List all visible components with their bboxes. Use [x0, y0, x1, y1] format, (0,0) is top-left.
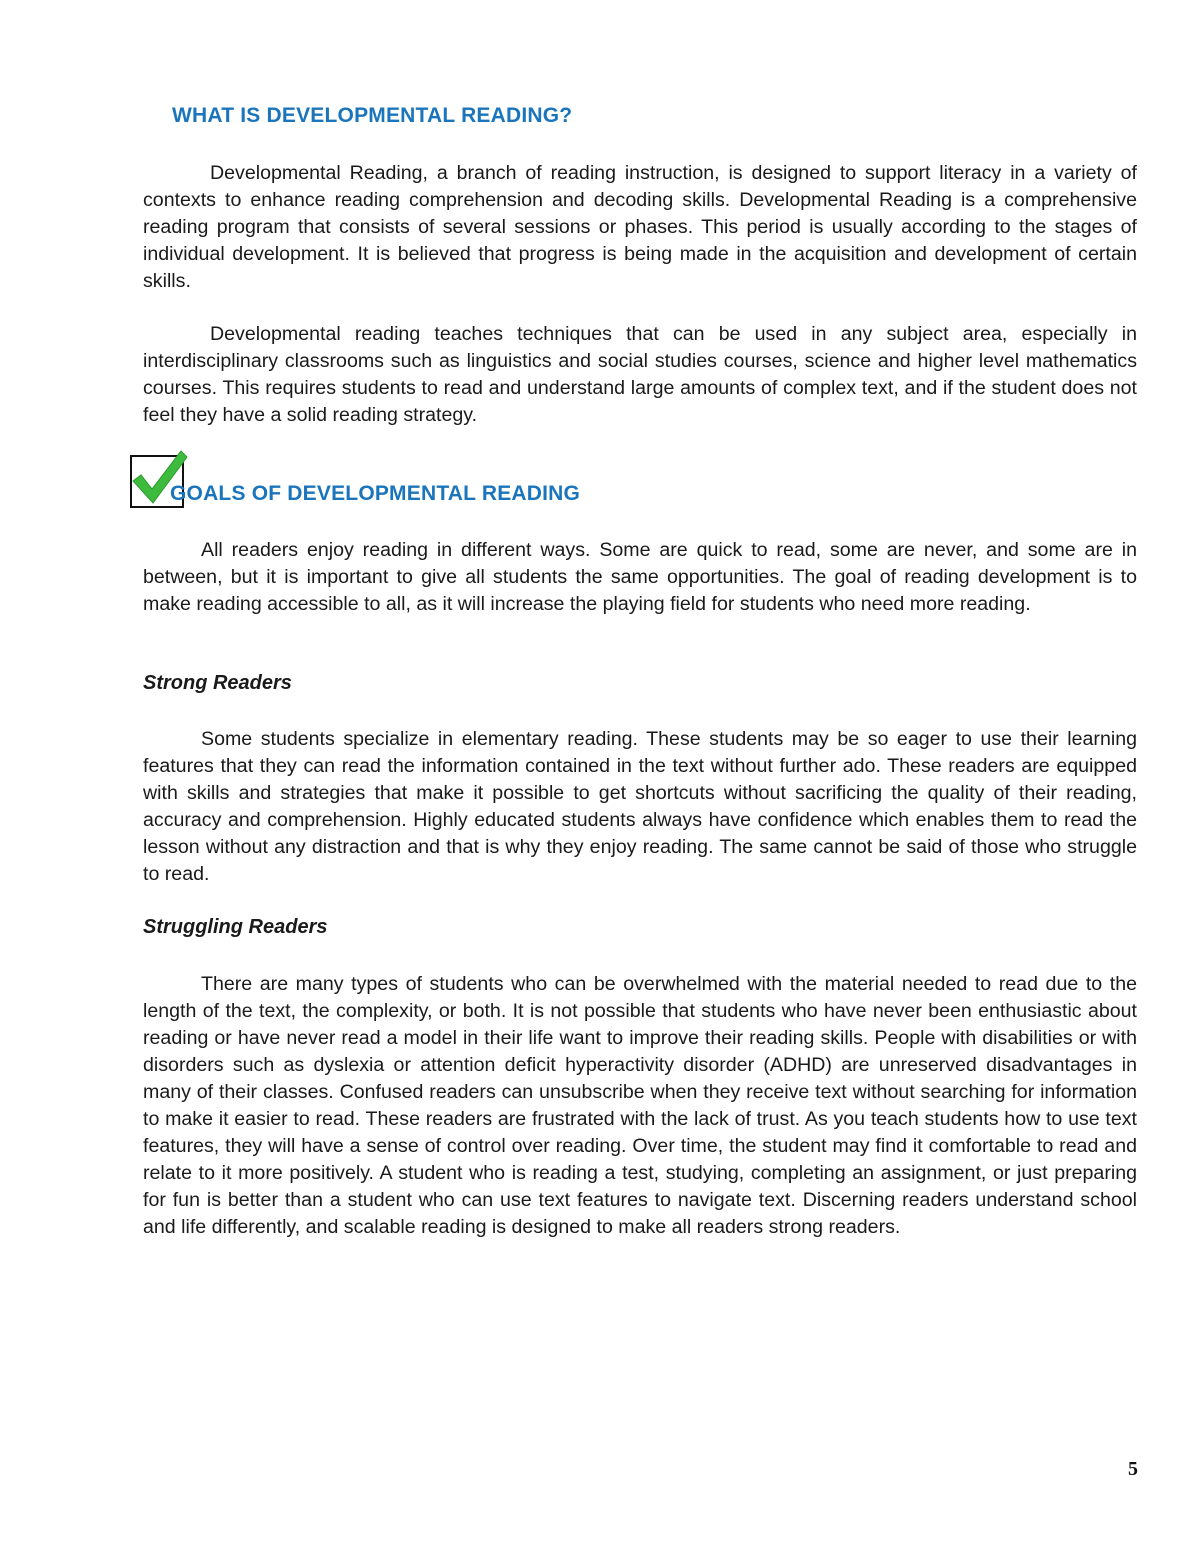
page-number: 5 — [1128, 1458, 1138, 1480]
section-heading-goals: GOALS OF DEVELOPMENTAL READING — [170, 482, 581, 505]
paragraph-goals: All readers enjoy reading in different ways. Some are quick to read, some are never, and some are in between, but it is important to give all students the same opportunities. The goal of reading development is to make reading accessible to all, as it will increase the playing field for students who need more reading. — [143, 539, 1137, 615]
subheading-strong-readers: Strong Readers — [143, 672, 292, 694]
subheading-struggling-readers: Struggling Readers — [143, 916, 328, 938]
paragraph-definition: Developmental Reading, a branch of reading instruction, is designed to support literacy in a variety of contexts to enhance reading comprehension and decoding skills. Developmental Reading is a comprehensive reading program that consists of several sessions or phases. This period is usually according to the stages of individual development. It is believed that progress is being made in the acquisition and development of certain skills. — [143, 162, 1137, 292]
paragraph-struggling-readers: There are many types of students who can be overwhelmed with the material needed to read due to the length of the text, the complexity, or both. It is not possible that students who have never been enthusiastic about reading or have never read a model in their life want to improve their reading skills. People with disabilities or with disorders such as dyslexia or attention deficit hyperactivity disorder (ADHD) are unreserved disadvantages in many of their classes. Confused readers can unsubscribe when they receive text without searching for information to make it easier to read. These readers are frustrated with the lack of trust. As you teach students how to use text features, they will have a sense of control over reading. Over time, the student may find it comfortable to read and relate to it more positively. A student who is reading a test, studying, completing an assignment, or just preparing for fun is better than a student who can use text features to navigate text. Discerning readers understand school and life differently, and scalable reading is designed to make all readers strong readers. — [143, 973, 1137, 1238]
section-heading-what-is: WHAT IS DEVELOPMENTAL READING? — [172, 104, 573, 127]
paragraph-strong-readers: Some students specialize in elementary reading. These students may be so eager to use their learning features that they can read the information contained in the text without further ado. These readers are equipped with skills and strategies that make it possible to get shortcuts without sacrificing the quality of their reading, accuracy and comprehension. Highly educated students always have confidence which enables them to read the lesson without any distraction and that is why they enjoy reading. The same cannot be said of those who struggle to read. — [143, 728, 1137, 885]
paragraph-techniques: Developmental reading teaches techniques that can be used in any subject area, especially in interdisciplinary classrooms such as linguistics and social studies courses, science and higher level mathematics courses. This requires students to read and understand large amounts of complex text, and if the student does not feel they have a solid reading strategy. — [143, 323, 1137, 426]
